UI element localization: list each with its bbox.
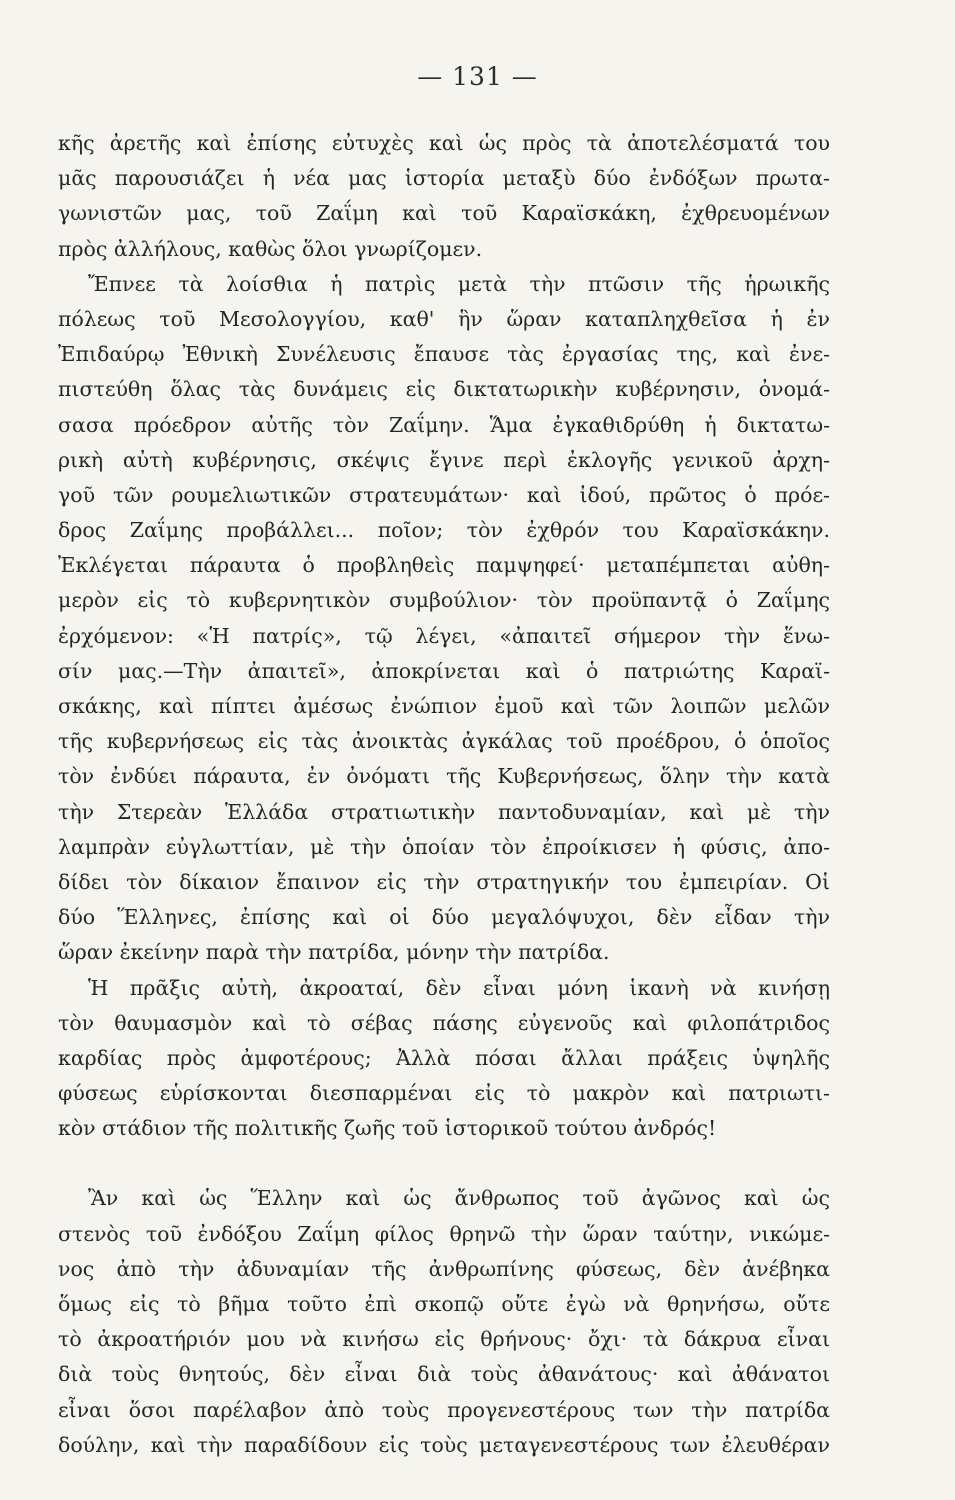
text-line: μᾶς παρουσιάζει ἡ νέα μας ἱστορία μεταξὺ δύο ἐνδόξων πρωτα- xyxy=(58,166,830,191)
text-line: τὸν θαυμασμὸν καὶ τὸ σέβας πάσης εὐγενοῦς καὶ φιλοπάτριδος xyxy=(58,1010,830,1035)
text-line: τὴν Στερεὰν Ἑλλάδα στρατιωτικὴν παντοδυναμίαν, καὶ μὲ τὴν xyxy=(58,799,830,824)
paragraph xyxy=(58,1181,830,1463)
text-line: πιστεύθη ὅλας τὰς δυνάμεις εἰς δικτατωρικὴν κυβέρνησιν, ὀνομά- xyxy=(58,377,830,402)
text-line: λαμπρὰν εὐγλωττίαν, μὲ τὴν ὁποίαν τὸν ἐπροίκισεν ἡ φύσις, ἀπο- xyxy=(58,834,830,859)
paragraph xyxy=(58,267,830,971)
text-line: ἐρχόμενον: «Ἡ πατρίς», τῷ λέγει, «ἀπαιτεῖ σήμερον τὴν ἕνω- xyxy=(58,623,830,648)
text-line: δούλην, καὶ τὴν παραδίδουν εἰς τοὺς μεταγενεστέρους των ἐλευθέραν xyxy=(58,1432,830,1457)
paragraph-gap xyxy=(58,1146,830,1181)
text-line: Ἂν καὶ ὡς Ἕλλην καὶ ὡς ἄνθρωπος τοῦ ἀγῶνος καὶ ὡς xyxy=(88,1186,830,1211)
text-line: ρικὴ αὐτὴ κυβέρνησις, σκέψις ἔγινε περὶ ἐκλογῆς γενικοῦ ἀρχη- xyxy=(58,447,830,472)
text-line: σασα πρόεδρον αὐτῆς τὸν Ζαΐμην. Ἅμα ἐγκαθιδρύθη ἡ δικτατω- xyxy=(58,412,830,437)
text-line: πόλεως τοῦ Μεσολογγίου, καθ' ἣν ὥραν καταπληχθεῖσα ἡ ἐν xyxy=(58,306,830,331)
text-line: διὰ τοὺς θνητούς, δὲν εἶναι διὰ τοὺς ἀθανάτους· καὶ ἀθάνατοι xyxy=(58,1362,830,1387)
text-line: ὅμως εἰς τὸ βῆμα τοῦτο ἐπὶ σκοπῷ οὔτε ἐγὼ νὰ θρηνήσω, οὔτε xyxy=(58,1292,830,1316)
text-line: κῆς ἀρετῆς καὶ ἐπίσης εὐτυχὲς καὶ ὡς πρὸς τὰ ἀποτελέσματά του xyxy=(58,131,830,155)
text-line: ὥραν ἐκείνην παρὰ τὴν πατρίδα, μόνην τὴν πατρίδα. xyxy=(58,940,610,965)
text-line: καρδίας πρὸς ἀμφοτέρους; Ἀλλὰ πόσαι ἄλλαι πράξεις ὑψηλῆς xyxy=(58,1045,830,1070)
text-line: κὸν στάδιον τῆς πολιτικῆς ζωῆς τοῦ ἱστορικοῦ τούτου ἀνδρός! xyxy=(58,1116,717,1141)
body-text xyxy=(58,126,830,1463)
text-line: σκάκης, καὶ πίπτει ἀμέσως ἐνώπιον ἐμοῦ καὶ τῶν λοιπῶν μελῶν xyxy=(58,694,830,718)
text-line: δρος Ζαΐμης προβάλλει... ποῖον; τὸν ἐχθρόν του Καραϊσκάκην. xyxy=(58,518,830,543)
text-line: νος ἀπὸ τὴν ἀδυναμίαν τῆς ἀνθρωπίνης φύσεως, δὲν ἀνέβηκα xyxy=(58,1256,830,1281)
text-line: τὸν ἐνδύει πάραυτα, ἐν ὀνόματι τῆς Κυβερνήσεως, ὅλην τὴν κατὰ xyxy=(58,764,830,789)
text-line: Ἐκλέγεται πάραυτα ὁ προβληθεὶς παμψηφεί· μεταπέμπεται αὐθη- xyxy=(58,553,830,578)
text-line: τῆς κυβερνήσεως εἰς τὰς ἀνοικτὰς ἀγκάλας τοῦ προέδρου, ὁ ὁποῖος xyxy=(58,729,830,754)
text-line: εἶναι ὅσοι παρέλαβον ἀπὸ τοὺς προγενεστέρους των τὴν πατρίδα xyxy=(58,1397,830,1422)
page-number: — 131 — xyxy=(417,62,538,91)
text-line: Ἐπιδαύρῳ Ἐθνικὴ Συνέλευσις ἔπαυσε τὰς ἐργασίας της, καὶ ἐνε- xyxy=(58,342,830,367)
text-line: γοῦ τῶν ρουμελιωτικῶν στρατευμάτων· καὶ ἰδού, πρῶτος ὁ πρόε- xyxy=(58,482,830,507)
paragraph xyxy=(58,971,830,1147)
text-line: τὸ ἀκροατήριόν μου νὰ κινήσω εἰς θρήνους· ὄχι· τὰ δάκρυα εἶναι xyxy=(58,1327,830,1352)
paragraph xyxy=(58,126,830,267)
text-line: Ἔπνεε τὰ λοίσθια ἡ πατρὶς μετὰ τὴν πτῶσιν τῆς ἡρωικῆς xyxy=(88,271,830,296)
text-line: μερὸν εἰς τὸ κυβερνητικὸν συμβούλιον· τὸν προϋπαντᾷ ὁ Ζαΐμης xyxy=(58,588,830,613)
text-line: στενὸς τοῦ ἐνδόξου Ζαΐμη φίλος θρηνῶ τὴν ὥραν ταύτην, νικώμε- xyxy=(58,1221,830,1246)
text-line: δύο Ἕλληνες, ἐπίσης καὶ οἱ δύο μεγαλόψυχοι, δὲν εἶδαν τὴν xyxy=(58,905,830,930)
text-line: φύσεως εὑρίσκονται διεσπαρμέναι εἰς τὸ μακρὸν καὶ πατριωτι- xyxy=(58,1081,830,1106)
text-line: δίδει τὸν δίκαιον ἔπαινον εἰς τὴν στρατηγικήν του ἐμπειρίαν. Οἱ xyxy=(58,869,830,894)
text-line: γωνιστῶν μας, τοῦ Ζαΐμη καὶ τοῦ Καραϊσκάκη, ἐχθρευομένων xyxy=(58,201,830,226)
text-line: Ἡ πρᾶξις αὐτὴ, ἀκροαταί, δὲν εἶναι μόνη ἱκανὴ νὰ κινήσῃ xyxy=(88,975,830,1000)
text-line: σίν μας.—Τὴν ἀπαιτεῖ», ἀποκρίνεται καὶ ὁ πατριώτης Καραϊ- xyxy=(58,658,830,683)
text-line: πρὸς ἀλλήλους, καθὼς ὅλοι γνωρίζομεν. xyxy=(58,236,483,261)
